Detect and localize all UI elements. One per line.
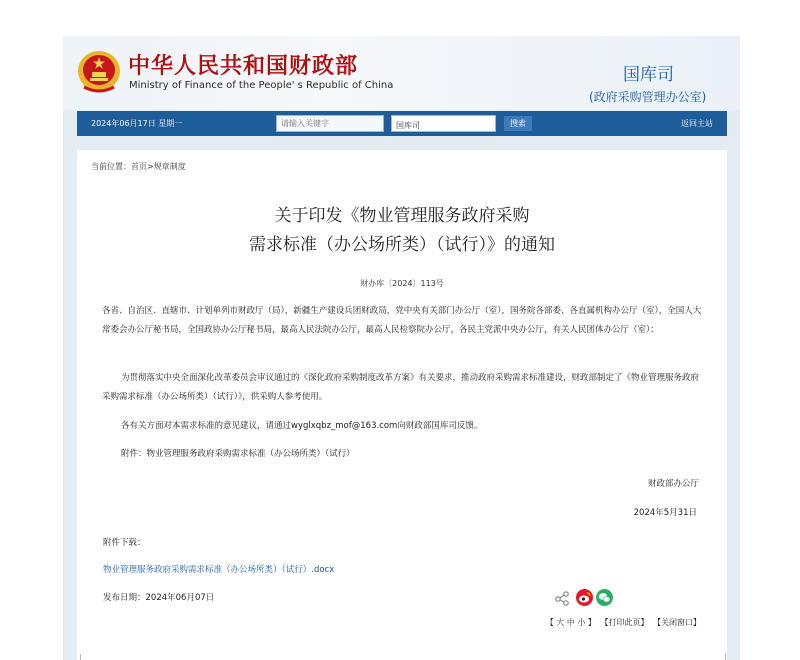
sign-date: 2024年5月31日 — [633, 508, 697, 518]
breadcrumb[interactable]: 当前位置：首页>规章制度 — [91, 162, 186, 171]
print-page-button[interactable]: 【打印此页】 — [600, 618, 649, 627]
national-emblem-icon — [76, 45, 122, 93]
site-title: 中华人民共和国财政部 — [128, 54, 359, 79]
share-icon[interactable] — [554, 590, 570, 606]
site-header — [63, 36, 740, 110]
attachment-download-link[interactable]: 物业管理服务政府采购需求标准（办公场所类）（试行）.docx — [103, 565, 335, 575]
font-size-selector[interactable]: 【 大 中 小 】 — [545, 618, 596, 627]
current-date: 2024年06月17日 星期一 — [91, 119, 183, 128]
signer: 财政部办公厅 — [647, 479, 699, 489]
article-title-line2: 需求标准（办公场所类）（试行）》的通知 — [249, 235, 555, 255]
document-number: 财办库〔2024〕113号 — [360, 279, 444, 288]
return-home-link[interactable]: 返回主站 — [681, 119, 713, 128]
weibo-icon[interactable] — [576, 589, 593, 606]
wechat-icon[interactable] — [596, 589, 613, 606]
recipients-paragraph: 各省、自治区、直辖市、计划单列市财政厅（局），新疆生产建设兵团财政局，党中央有关部门办公厅（室），国务院各部委、各直属机构办公厅（室），全国人大常委会办公厅秘书局，全国政协办公厅秘书局，最高人民法院办公厅，最高人民检察院办公厅，各民主党派中央办公厅，有关人民团体办公厅（室）： — [102, 306, 702, 335]
search-button[interactable]: 搜索 — [504, 116, 532, 131]
publish-date: 发布日期：2024年06月07日 — [103, 593, 215, 603]
article-title-line1: 关于印发《物业管理服务政府采购 — [274, 206, 530, 226]
top-navbar — [77, 111, 727, 136]
attachment-note: 附件：物业管理服务政府采购需求标准（办公场所类）（试行） — [121, 449, 355, 459]
close-window-button[interactable]: 【关闭窗口】 — [653, 618, 701, 627]
page-frame — [63, 36, 740, 660]
department-name: 国库司 — [623, 65, 674, 85]
article-tools — [544, 617, 701, 628]
attachment-label: 附件下载： — [103, 538, 146, 548]
search-scope-select[interactable]: 国库司 — [391, 115, 496, 132]
footer-divider — [80, 654, 81, 660]
footer-divider — [725, 654, 726, 660]
article-container — [77, 150, 727, 660]
search-input[interactable] — [276, 115, 384, 132]
feedback-paragraph: 各有关方面对本需求标准的意见建议，请通过wyglxqbz_mof@163.com向财政部国库司反馈。 — [121, 421, 483, 431]
body-paragraph: 为贯彻落实中央全面深化改革委员会审议通过的《深化政府采购制度改革方案》有关要求，推动政府采购需求标准建设，财政部制定了《物业管理服务政府采购需求标准（办公场所类）（试行）》，供采购人参考使用。 — [102, 373, 700, 402]
department-subtitle: (政府采购管理办公室) — [589, 90, 707, 104]
site-subtitle-en: Ministry of Finance of the People' s Republic of China — [129, 80, 394, 91]
